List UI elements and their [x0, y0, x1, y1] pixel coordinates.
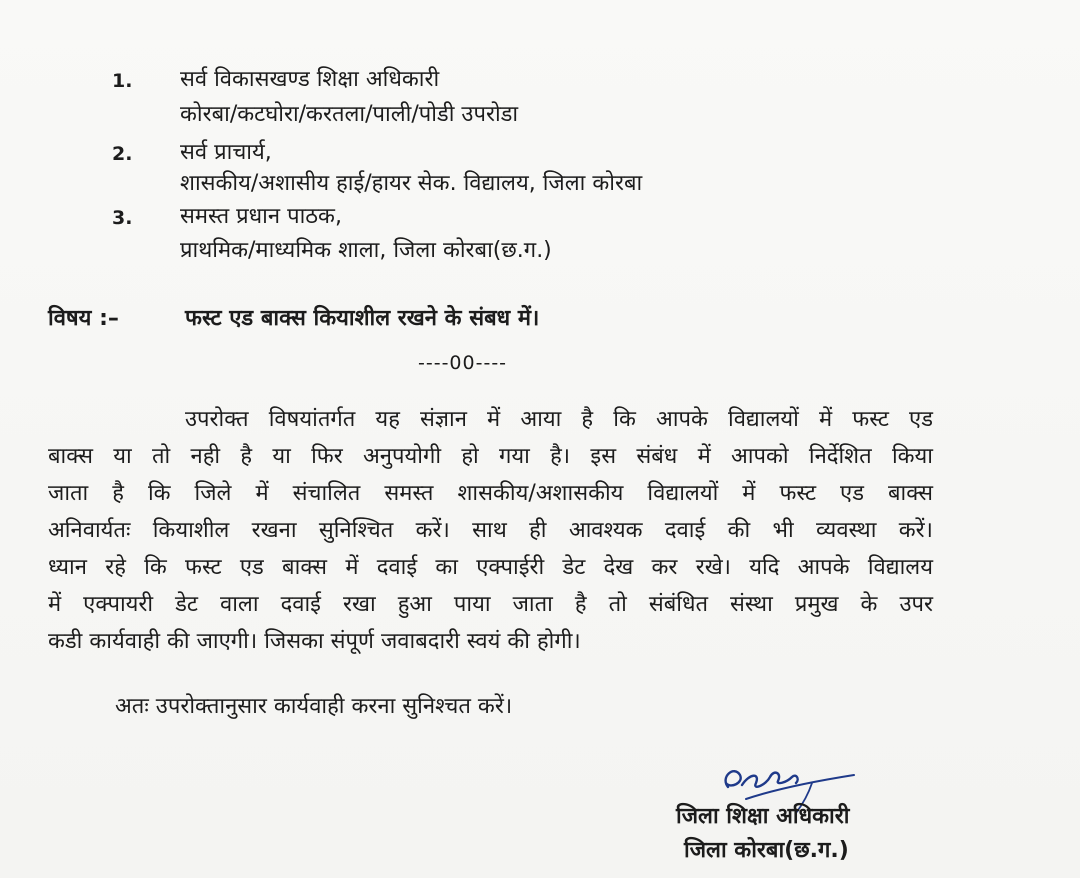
addressee-title: समस्त प्रधान पाठक,: [180, 204, 342, 229]
body-line: अनिवार्यतः कियाशील रखना सुनिश्चित करें। साथ ही आवश्यक दवाई की भी व्यवस्था करें।: [48, 518, 933, 543]
subject-text: फस्ट एड बाक्स कियाशील रखने के संबध में।: [185, 306, 540, 331]
body-line: ध्यान रहे कि फस्ट एड बाक्स में दवाई का एक्पाईरी डेट देख कर रखे। यदि आपके विद्यालय: [48, 555, 933, 580]
addressee-location: कोरबा/कटघोरा/करतला/पाली/पोडी उपरोडा: [180, 102, 519, 127]
addressee-number: 2.: [112, 143, 133, 165]
body-line: जाता है कि जिले में संचालित समस्त शासकीय/अशासकीय विद्यालयों में फस्ट एड बाक्स: [48, 481, 933, 506]
subject-label: विषय :–: [48, 306, 119, 331]
body-line: उपरोक्त विषयांतर्गत यह संज्ञान में आया है कि आपके विद्यालयों में फस्ट एड: [185, 407, 933, 432]
addressee-title: सर्व प्राचार्य,: [180, 140, 272, 165]
separator: ----00----: [418, 352, 508, 374]
body-line: कडी कार्यवाही की जाएगी। जिसका संपूर्ण जवाबदारी स्वयं की होगी।: [48, 629, 581, 654]
body-line: बाक्स या तो नही है या फिर अनुपयोगी हो गया है। इस संबंध में आपको निर्देशित किया: [48, 444, 933, 469]
addressee-title: सर्व विकासखण्ड शिक्षा अधिकारी: [180, 67, 440, 92]
signatory-designation: जिला शिक्षा अधिकारी: [676, 804, 850, 829]
body-line: में एक्पायरी डेट वाला दवाई रखा हुआ पाया जाता है तो संबंधित संस्था प्रमुख के उपर: [48, 592, 933, 617]
addressee-number: 1.: [112, 70, 133, 92]
signatory-location: जिला कोरबा(छ.ग.): [684, 838, 849, 863]
addressee-number: 3.: [112, 207, 133, 229]
closing-text: अतः उपरोक्तानुसार कार्यवाही करना सुनिश्चत करें।: [115, 694, 513, 719]
addressee-location: शासकीय/अशासीय हाई/हायर सेक. विद्यालय, जिला कोरबा: [180, 171, 643, 196]
addressee-location: प्राथमिक/माध्यमिक शाला, जिला कोरबा(छ.ग.): [180, 238, 552, 263]
